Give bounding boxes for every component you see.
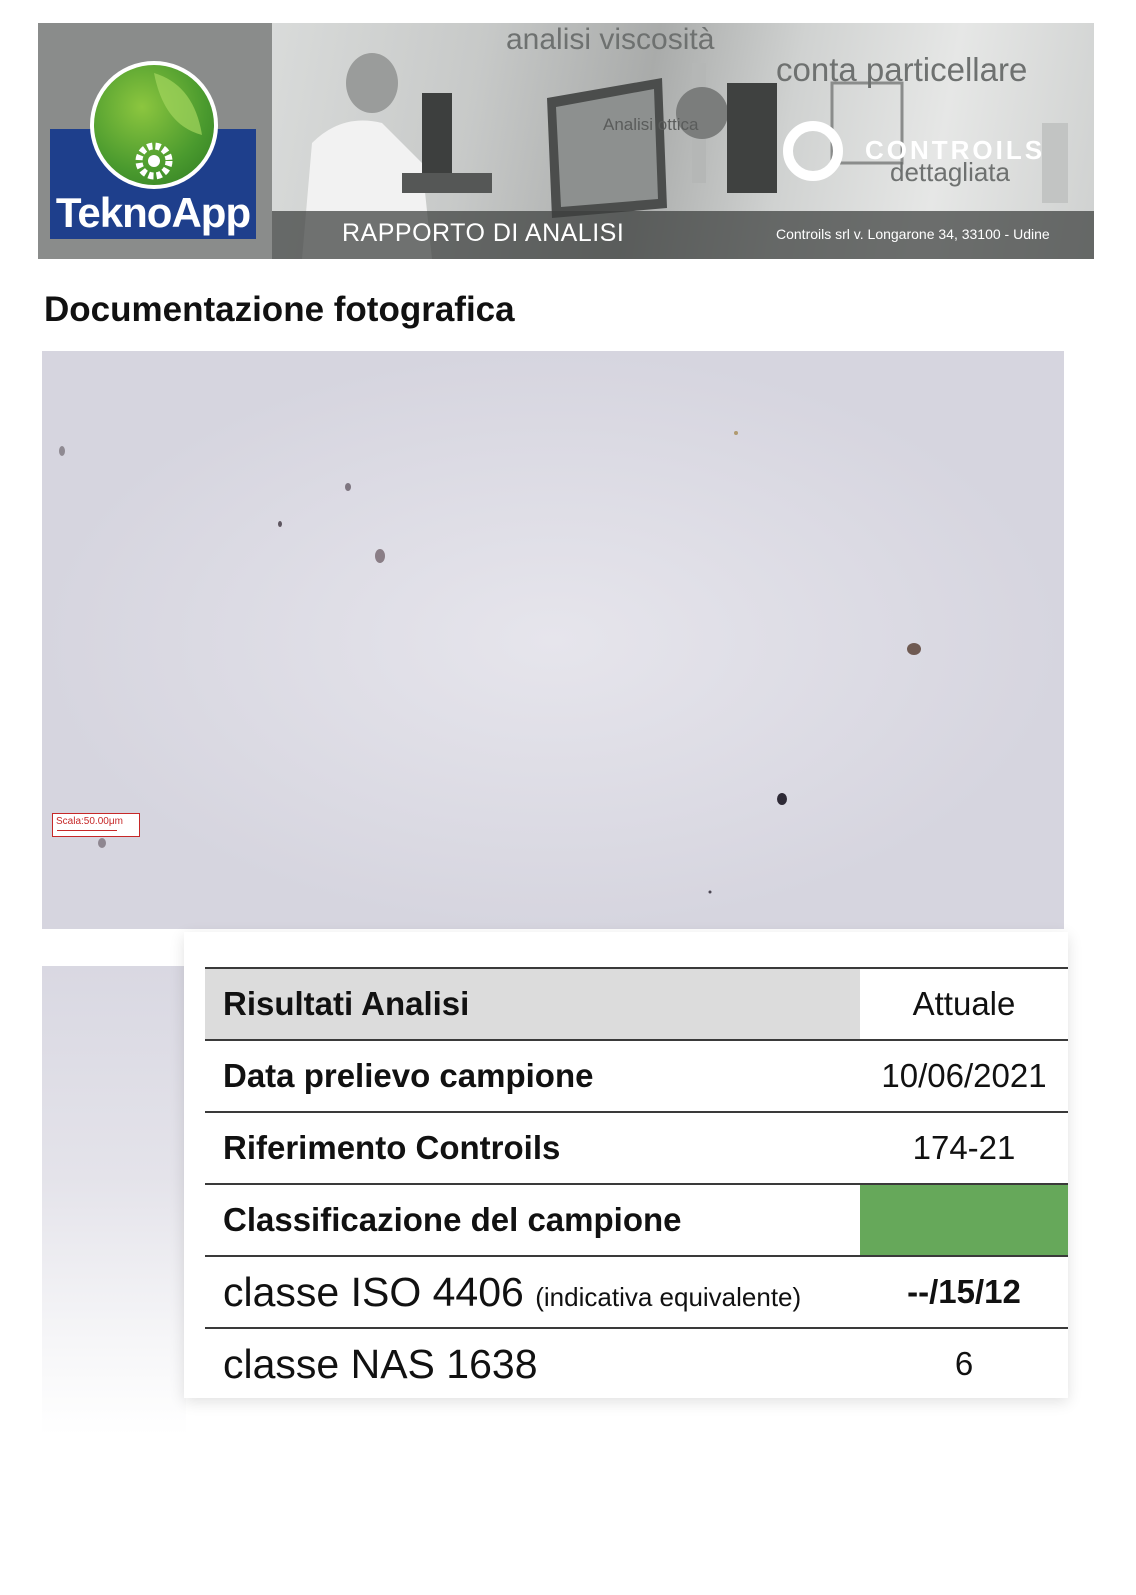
logo-text: TeknoApp — [55, 189, 251, 236]
results-header-value: Attuale — [860, 968, 1068, 1040]
company-address: Controils srl v. Longarone 34, 33100 - Udine — [776, 226, 1050, 242]
table-row — [205, 1256, 1068, 1328]
results-table — [205, 967, 1068, 1399]
iso-note: (indicativa equivalente) — [535, 1281, 802, 1312]
scale-bar — [57, 830, 117, 831]
teknoapp-logo — [38, 23, 272, 259]
banner-tag-detailed: dettagliata — [890, 157, 1010, 187]
section-title: Documentazione fotografica — [44, 290, 515, 329]
row-value-reference: 174-21 — [860, 1112, 1068, 1184]
table-header-row — [205, 968, 1068, 1040]
row-label-iso — [205, 1256, 860, 1328]
results-header-label: Risultati Analisi — [205, 968, 860, 1040]
brand-name: CONTROILS — [865, 135, 1046, 165]
micrograph-fade-strip — [42, 966, 186, 1436]
row-value-sample-date: 10/06/2021 — [860, 1040, 1068, 1112]
row-label-reference: Riferimento Controils — [205, 1112, 860, 1184]
iso-label-text: classe ISO 4406 — [223, 1268, 524, 1315]
scale-indicator — [52, 813, 140, 837]
row-value-nas: 6 — [954, 1345, 974, 1382]
classification-status-swatch — [860, 1184, 1068, 1256]
table-row — [205, 1184, 1068, 1256]
row-label-nas: classe NAS 1638 — [223, 1340, 538, 1387]
table-row — [205, 1040, 1068, 1112]
banner-tag-particle-count: conta particellare — [776, 51, 1028, 88]
banner-tag-viscosity: analisi viscosità — [506, 23, 715, 56]
controils-logo-icon — [783, 121, 843, 181]
micrograph-image — [42, 351, 1064, 929]
row-label-classification: Classificazione del campione — [205, 1184, 860, 1256]
scale-label: Scala:50.00μm — [56, 816, 123, 827]
report-title: RAPPORTO DI ANALISI — [342, 219, 625, 247]
row-label-sample-date: Data prelievo campione — [205, 1040, 860, 1112]
leaf-gear-icon — [94, 65, 214, 185]
table-row — [205, 1328, 1068, 1399]
particle-specks — [42, 351, 1064, 929]
row-value-iso: --/15/12 — [860, 1256, 1068, 1328]
header-banner — [38, 23, 1094, 259]
table-row — [205, 1112, 1068, 1184]
banner-tag-optical: Analisi ottica — [603, 115, 699, 134]
